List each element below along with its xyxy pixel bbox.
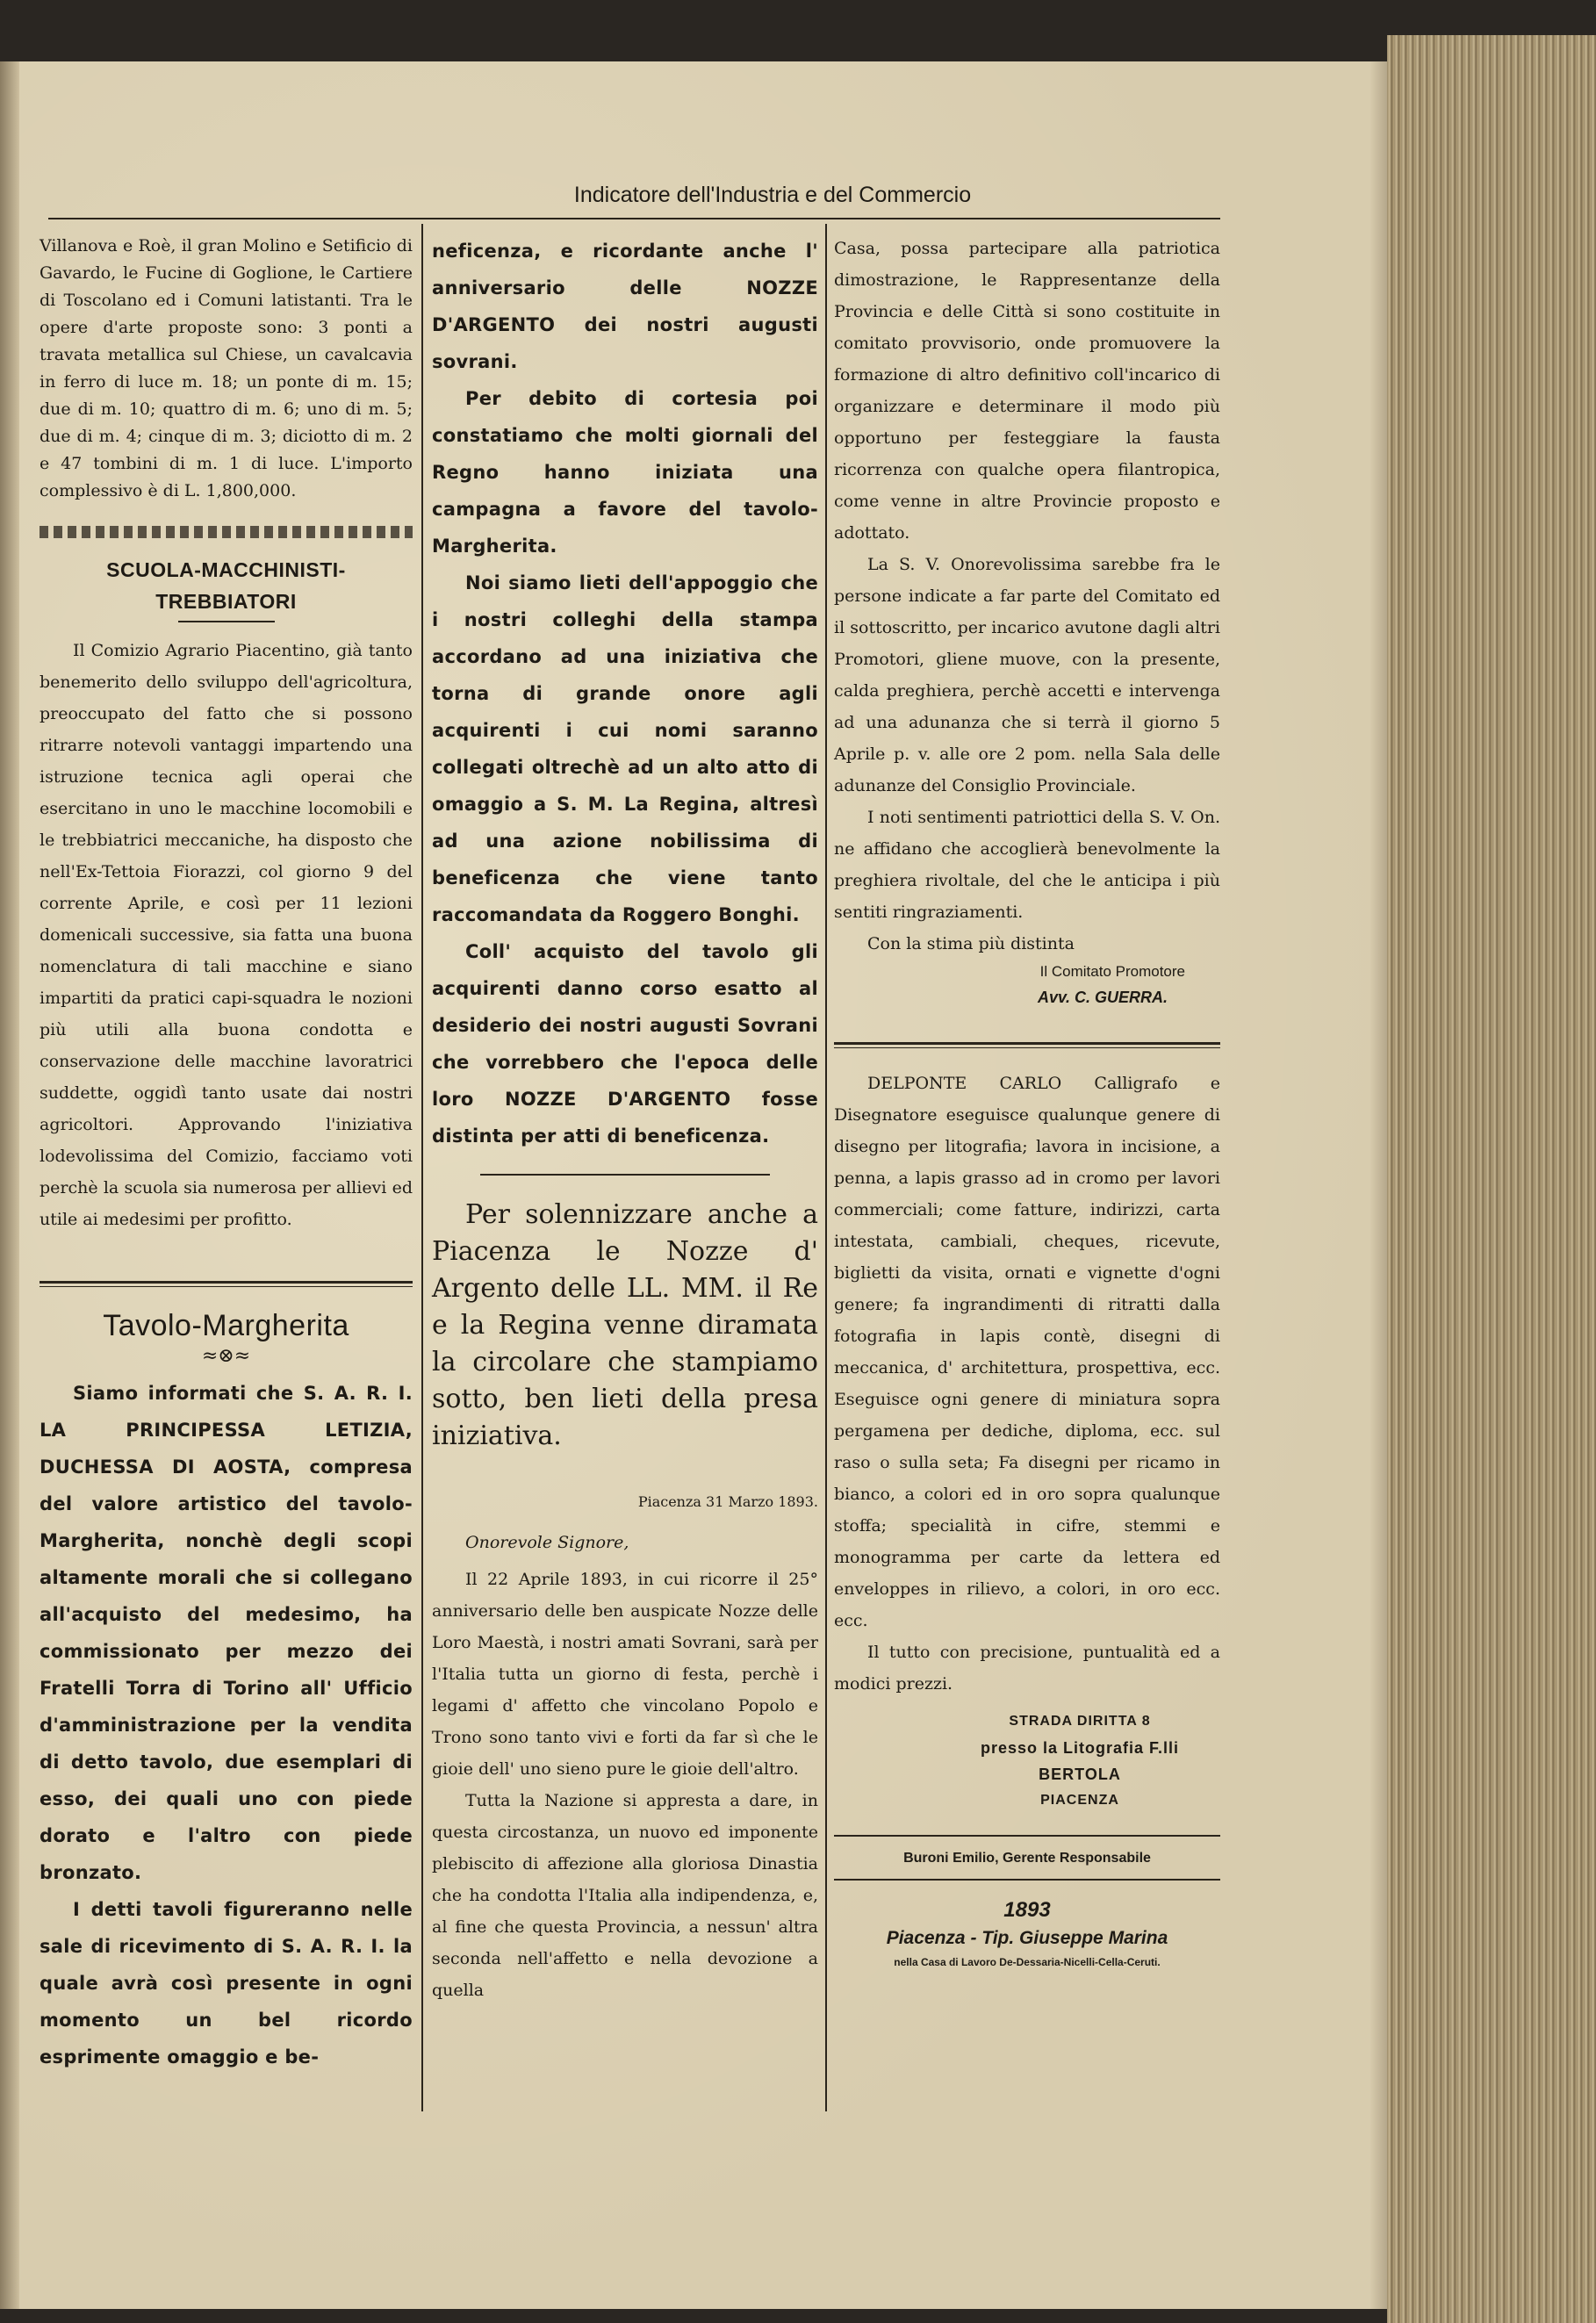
- imprint-year: 1893: [1003, 1898, 1051, 1922]
- column-1: [40, 233, 413, 2075]
- imprint-rule: [834, 1835, 1220, 1837]
- signature-name: Avv. C. GUERRA.: [1037, 989, 1168, 1006]
- section-title-scuola: SCUOLA-MACCHINISTI-TREBBIATORI: [106, 558, 346, 613]
- advert-address-litografia: presso la Litografia F.lli BERTOLA: [980, 1739, 1180, 1783]
- letter-closing: Con la stima più distinta: [867, 934, 1075, 953]
- signature-committee: Il Comitato Promotore: [1039, 963, 1185, 980]
- column-rule-1: [421, 224, 423, 2111]
- imprint-rule-2: [834, 1879, 1220, 1881]
- letter-paragraph-4: I noti sentimenti patriottici della S. V. On. ne affidano che accoglierà benevolmente la preghiera rivoltale, del che le anticipa i più sentiti ringraziamenti.: [834, 808, 1220, 922]
- column-3: [834, 233, 1220, 1968]
- column-rule-2: [825, 224, 827, 2111]
- acquisto-paragraph: Coll' acquisto del tavolo gli acquirenti danno corso esatto al desiderio dei nostri augusti Sovrani che vorrebbero che l'epoca delle loro NOZZE D'ARGENTO fosse distinta per atti di beneficenza.: [432, 941, 818, 1147]
- short-divider: [480, 1174, 770, 1176]
- advert-double-rule: [834, 1042, 1220, 1048]
- gerente-line: Buroni Emilio, Gerente Responsabile: [903, 1851, 1151, 1866]
- title-flourish: ≈⊗≈: [201, 1345, 251, 1367]
- header-rule: [48, 218, 1220, 219]
- letter-salutation: Onorevole Signore,: [465, 1533, 629, 1552]
- letter-paragraph-2: Tutta la Nazione si appresta a dare, in questa circostanza, un nuovo ed imponente plebiscito di affezione alla gloriosa Dinastia che ha condotta l'Italia alla indipendenza, e, al fine che questa Provincia, a nessun' altra seconda nell'affetto e nella devozione a quella: [432, 1791, 818, 2000]
- tavolo-paragraph-1: Siamo informati che S. A. R. I. LA PRINCIPESSA LETIZIA, DUCHESSA DI AOSTA, compresa del valore artistico del tavolo-Margherita, nonchè degli scopi altamente morali che si collegano all'acquisto del medesimo, ha commissionato per mezzo dei Fratelli Torra di Torino all' Ufficio d'amministrazione per la vendita di detto tavolo, due esemplari di esso, dei quali uno con piede dorato e l'altro con piede bronzato.: [40, 1383, 413, 1883]
- letter-paragraph-3: La S. V. Onorevolissima sarebbe fra le persone indicate a far parte del Comitato ed il sottoscritto, per incarico avutone dagli altri Promotori, gliene muove, con la presente, calda preghiera, perchè accetti e intervenga ad una adunanza che si terrà il giorno 5 Aprile p. v. alle ore 2 pom. nella Sala delle adunanze del Consiglio Provinciale.: [834, 555, 1220, 795]
- column-2: [432, 233, 818, 2006]
- tavolo-paragraph-2: I detti tavoli figureranno nelle sale di ricevimento di S. A. R. I. la quale avrà così presente in ogni momento un bel ricordo esprimente omaggio e be-: [40, 1899, 413, 2068]
- page-binding: [0, 61, 19, 2309]
- advert-prices: Il tutto con precisione, puntualità ed a modici prezzi.: [834, 1643, 1220, 1694]
- letter-paragraph-1: Il 22 Aprile 1893, in cui ricorre il 25° anniversario delle ben auspicate Nozze delle Loro Maestà, i nostri amati Sovrani, sarà per l'Italia tutta un giorno di festa, perchè i legami d' affetto che vincolano Popolo e Trono sono tanto vivi e forti da far sì che le gioie dell' uno sieno pure le gioie dell'altro.: [432, 1570, 818, 1779]
- tavolo-continuation: neficenza, e ricordante anche l' anniversario delle NOZZE D'ARGENTO dei nostri augusti sovrani.: [432, 241, 818, 372]
- letter-continuation: Casa, possa partecipare alla patriotica dimostrazione, le Rappresentanze della Provincia e delle Città si sono costituite in comitato provvisorio, onde promuovere la formazione di altro definitivo coll'incarico di organizzare e determinare il modo più opportuno per festeggiare la fausta ricorrenza con qualche opera filantropica, come venne in altre Provincie proposto e adottato.: [834, 239, 1220, 543]
- imprint-address: nella Casa di Lavoro De-Dessaria-Nicelli-Cella-Ceruti.: [894, 1956, 1161, 1968]
- press-paragraph: Noi siamo lieti dell'appoggio che i nostri colleghi della stampa accordano ad una iniziativa che torna di grande onore agli acquirenti i cui nomi saranno collegati oltrechè ad un alto atto di omaggio a S. M. La Regina, altresì ad una azione nobilissima di beneficenza che viene tanto raccomandata da Roggero Bonghi.: [432, 572, 818, 925]
- book-page-edges: [1387, 35, 1596, 2323]
- imprint-block: [834, 1851, 1220, 1968]
- imprint-printer: Piacenza - Tip. Giuseppe Marina: [886, 1928, 1168, 1948]
- tavolo-title: Tavolo-Margherita: [103, 1309, 349, 1342]
- scuola-paragraph: Il Comizio Agrario Piacentino, già tanto benemerito dello sviluppo dell'agricoltura, preoccupato del fatto che si possono ritrarre notevoli vantaggi impartendo una istruzione tecnica agli operai che esercitano in uno le macchine locomobili e le trebbiatrici meccaniche, ha disposto che nell'Ex-Tettoia Fiorazzi, col giorno 9 del corrente Aprile, e così per 11 lezioni domenicali successive, sia fatta una buona nomenclatura di tali macchine e siano impartiti da pratici capi-squadra le nozioni più utili alla buona condotta e conservazione delle macchine lavoratrici suddette, oggidì tanto usate dai nostri agricoltori. Approvando l'iniziativa lodevolissima del Comizio, facciamo voti perchè la scuola sia numerosa per allievi ed utile ai medesimi per profitto.: [40, 641, 413, 1229]
- ornament-divider: [40, 526, 413, 538]
- advert-delponte: DELPONTE CARLO Calligrafo e Disegnatore eseguisce qualunque genere di disegno per litografia; lavora in incisione, a penna, a lapis grasso ad in cromo per lavori commerciali; come fatture, indirizzi, carta intestata, cambiali, cheques, ricevute, biglietti da visita, ornati e vignette d'ogni genere; fa ingrandimenti di ritratti dalla fotografia in lapis contè, disegni di meccanica, d' architettura, prospettiva, ecc. Eseguisce ogni genere di miniatura sopra pergamena per dediche, diploma, ecc. sul raso o sulla seta; Fa disegni per ricamo in bianco, a colori ed in oro sopra qualunque stoffa; specialità in cifre, stemmi e monogramma per carte da lettera ed enveloppes in rilievo, a colori, in oro ecc. ecc.: [834, 1074, 1220, 1630]
- advert-address-street: STRADA DIRITTA 8: [1009, 1714, 1151, 1729]
- section-double-rule: [40, 1281, 413, 1287]
- intro-paragraph: Villanova e Roè, il gran Molino e Setificio di Gavardo, le Fucine di Goglione, le Cartiere di Toscolano ed i Comuni latistanti. Tra le opere d'arte proposte sono: 3 ponti a travata metallica sul Chiese, un cavalcavia in ferro di luce m. 18; un ponte di m. 15; due di m. 10; quattro di m. 6; uno di m. 5; due di m. 4; cinque di m. 3; diciotto di m. 2 e 47 tombini di m. 1 di luce. L'importo complessivo è di L. 1,800,000.: [40, 236, 413, 500]
- circolare-intro: Per solennizzare anche a Piacenza le Nozze d' Argento delle LL. MM. il Re e la Regina venne diramata la circolare che stampiamo sotto, ben lieti della presa iniziativa.: [432, 1199, 818, 1451]
- letter-dateline: Piacenza 31 Marzo 1893.: [637, 1493, 818, 1510]
- campaign-paragraph: Per debito di cortesia poi constatiamo che molti giornali del Regno hanno iniziata una campagna a favore del tavolo-Margherita.: [432, 388, 818, 557]
- running-head: Indicatore dell'Industria e del Commercio: [573, 183, 972, 207]
- title-underline: [178, 621, 275, 622]
- advert-address-city: PIACENZA: [1040, 1793, 1119, 1808]
